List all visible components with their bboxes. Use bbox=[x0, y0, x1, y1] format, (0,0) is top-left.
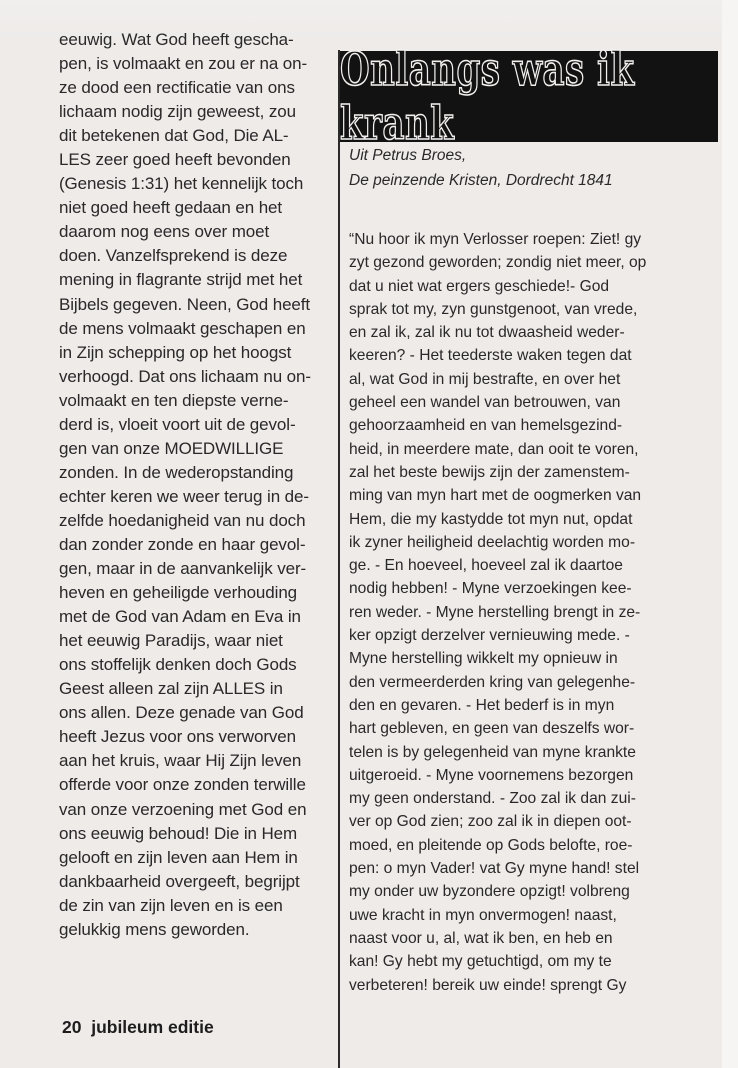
text-line: my onder uw byzondere opzigt! volbreng bbox=[349, 883, 630, 901]
text-line: pen: o myn Vader! vat Gy myne hand! stel bbox=[349, 860, 640, 878]
text-line: uitgeroeid. - Myne voornemens bezorgen bbox=[349, 766, 634, 784]
text-line: Geest alleen zal zijn ALLES in bbox=[59, 679, 283, 699]
text-line: gelooft en zijn leven aan Hem in bbox=[59, 847, 298, 867]
left-column-text bbox=[59, 28, 334, 942]
article-source bbox=[349, 143, 613, 193]
text-line: zal het beste bewijs zijn der zamenstem- bbox=[349, 463, 630, 481]
text-line: pen, is volmaakt en zou er na on- bbox=[59, 54, 308, 74]
text-line: ik zyner heiligheid deelachtig worden mo- bbox=[349, 533, 636, 551]
text-line: dit betekenen dat God, Die AL- bbox=[59, 126, 289, 146]
page-edge bbox=[722, 0, 738, 1068]
text-line: ker opzigt derzelver vernieuwing mede. - bbox=[349, 627, 630, 645]
article-body bbox=[349, 228, 721, 997]
text-line: ons eeuwig behoud! Die in Hem bbox=[59, 823, 298, 843]
text-line: telen is by gelegenheid van myne krankte bbox=[349, 743, 636, 761]
text-line: dat u niet wat ergers geschiede!- God bbox=[349, 277, 610, 295]
text-line: naast voor u, al, wat ik ben, en heb en bbox=[349, 929, 613, 947]
text-line: lichaam nodig zijn geweest, zou bbox=[59, 102, 296, 122]
text-line: keeren? - Het teederste waken tegen dat bbox=[349, 347, 632, 365]
text-line: uwe kracht in myn onvermogen! naast, bbox=[349, 906, 617, 924]
text-line: gen, maar in de aanvankelijk ver- bbox=[59, 559, 307, 579]
text-line: dan zonder zonde en haar gevol- bbox=[59, 534, 306, 554]
text-line: offerde voor onze zonden terwille bbox=[59, 775, 306, 795]
text-line: al, wat God in mij bestrafte, en over het bbox=[349, 370, 621, 388]
text-line: en zal ik, zal ik nu tot dwaasheid weder- bbox=[349, 324, 625, 342]
text-line: den vermeerderden kring van gelegenhe- bbox=[349, 673, 636, 691]
text-line: Hem, die my kastydde tot myn nut, opdat bbox=[349, 510, 633, 528]
text-line: in Zijn schepping op het hoogst bbox=[59, 342, 292, 362]
text-line: ming van myn hart met de oogmerken van bbox=[349, 487, 642, 505]
text-line: my geen onderstand. - Zoo zal ik dan zui- bbox=[349, 790, 636, 808]
text-line: mening in flagrante strijd met het bbox=[59, 270, 303, 290]
text-line: gehoorzaamheid en van hemelsgezind- bbox=[349, 417, 623, 435]
text-line: (Genesis 1:31) het kennelijk toch bbox=[59, 174, 304, 194]
text-line: de mens volmaakt geschapen en bbox=[59, 318, 306, 338]
text-line: hart gebleven, en geen van deszelfs wor- bbox=[349, 720, 635, 738]
article-title-banner bbox=[340, 42, 718, 151]
text-line: eeuwig. Wat God heeft gescha- bbox=[59, 30, 294, 49]
text-line: heeft Jezus voor ons verworven bbox=[59, 727, 297, 747]
page-footer bbox=[62, 1017, 214, 1038]
text-line: heven en geheiligde verhouding bbox=[59, 583, 298, 603]
text-line: “Nu hoor ik myn Verlosser roepen: Ziet! gy bbox=[349, 231, 642, 248]
text-line: moed, en pleitende op Gods belofte, roe- bbox=[349, 836, 633, 854]
text-line: sprak tot my, zyn gunstgenoot, van vrede, bbox=[349, 300, 638, 318]
text-line: ons stoffelijk denken doch Gods bbox=[59, 655, 297, 675]
text-line: geheel een wandel van betrouwen, van bbox=[349, 394, 621, 412]
text-line: daarom nog eens over moet bbox=[59, 222, 270, 242]
source-work: De peinzende Kristen, Dordrecht 1841 bbox=[349, 172, 613, 189]
text-line: derd is, vloeit voort uit de gevol- bbox=[59, 414, 296, 434]
text-line: dankbaarheid overgeeft, begrijpt bbox=[59, 871, 300, 891]
text-line: Myne herstelling wikkelt my opnieuw in bbox=[349, 650, 618, 668]
text-line: doen. Vanzelfsprekend is deze bbox=[59, 246, 288, 266]
text-line: echter keren we weer terug in de- bbox=[59, 486, 309, 506]
text-line: nodig hebben! - Myne verzoekingen kee- bbox=[349, 580, 632, 598]
text-line: ons allen. Deze genade van God bbox=[59, 703, 304, 723]
text-line: de zin van zijn leven en is een bbox=[59, 895, 283, 915]
text-line: met de God van Adam en Eva in bbox=[59, 607, 301, 627]
text-line: kan! Gy hebt my getuchtigd, om my te bbox=[349, 953, 612, 971]
text-line: ren weder. - Myne herstelling brengt in ze- bbox=[349, 603, 641, 621]
text-line: heid, in meerdere mate, dan ooit te voren, bbox=[349, 440, 639, 458]
publication-name: jubileum editie bbox=[91, 1017, 214, 1037]
text-line: zelfde hoedanigheid van nu doch bbox=[59, 510, 306, 530]
text-line: van onze verzoening met God en bbox=[59, 799, 307, 819]
text-line: niet goed heeft gedaan en het bbox=[59, 198, 283, 218]
text-line: ze dood een rectificatie van ons bbox=[59, 78, 295, 98]
text-line: aan het kruis, waar Hij Zijn leven bbox=[59, 751, 302, 771]
article-title: Onlangs was ik krank bbox=[340, 42, 635, 151]
column-divider bbox=[338, 50, 340, 1068]
text-line: LES zeer goed heeft bevonden bbox=[59, 150, 291, 170]
text-line: ge. - En hoeveel, hoeveel zal ik daartoe bbox=[349, 557, 623, 575]
text-line: gen van onze MOEDWILLIGE bbox=[59, 438, 284, 458]
text-line: Bijbels gegeven. Neen, God heeft bbox=[59, 294, 311, 314]
text-line: zonden. In de wederopstanding bbox=[59, 462, 294, 482]
text-line: gelukkig mens geworden. bbox=[59, 919, 250, 939]
source-author: Uit Petrus Broes, bbox=[349, 147, 467, 164]
text-line: ver op God zien; zoo zal ik in diepen oot- bbox=[349, 813, 632, 831]
text-line: volmaakt en ten diepste verne- bbox=[59, 390, 289, 410]
text-line: verbeteren! bereik uw einde! sprengt Gy bbox=[349, 976, 627, 994]
page-number: 20 bbox=[62, 1017, 82, 1037]
text-line: het eeuwig Paradijs, waar niet bbox=[59, 631, 283, 651]
text-line: den en gevaren. - Het bederf is in myn bbox=[349, 696, 615, 714]
text-line: verhoogd. Dat ons lichaam nu on- bbox=[59, 366, 311, 386]
text-line: zyt gezond geworden; zondig niet meer, op bbox=[349, 254, 647, 272]
